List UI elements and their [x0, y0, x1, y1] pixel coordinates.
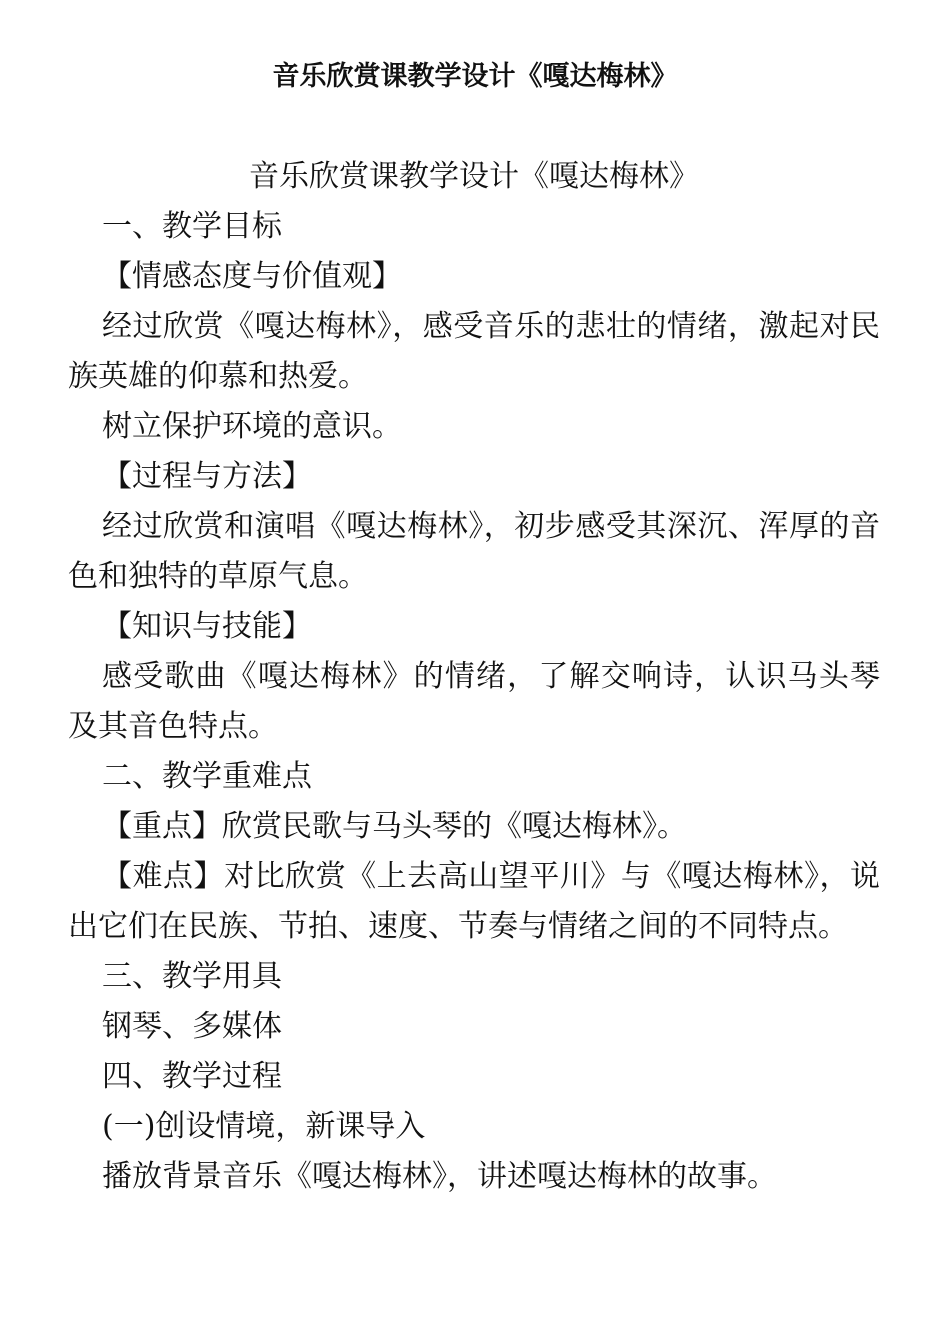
section-heading-key-points: 二、教学重难点	[102, 759, 312, 794]
paragraph-difficult-point: 【难点】对比欣赏《上去高山望平川》与《嘎达梅林》，说出它们在民族、节拍、速度、节奏与情绪之间的不同特点。	[68, 859, 880, 944]
paragraph-emotion-2: 树立保护环境的意识。	[102, 409, 402, 444]
document-body	[68, 152, 880, 1202]
section-heading-tools: 三、教学用具	[102, 959, 282, 994]
page-header-title: 音乐欣赏课教学设计《嘎达梅林》	[272, 61, 678, 92]
section-heading-process: 四、教学过程	[102, 1059, 282, 1094]
subheading-emotion: 【情感态度与价值观】	[102, 259, 402, 294]
paragraph-process: 经过欣赏和演唱《嘎达梅林》，初步感受其深沉、浑厚的音色和独特的草原气息。	[68, 509, 880, 594]
paragraph-knowledge: 感受歌曲《嘎达梅林》的情绪，了解交响诗，认识马头琴及其音色特点。	[68, 659, 880, 744]
paragraph-step-1: 播放背景音乐《嘎达梅林》，讲述嘎达梅林的故事。	[102, 1159, 777, 1194]
subheading-knowledge: 【知识与技能】	[102, 609, 312, 644]
step-heading-1: (一)创设情境，新课导入	[102, 1109, 426, 1144]
paragraph-emotion-1: 经过欣赏《嘎达梅林》，感受音乐的悲壮的情绪，激起对民族英雄的仰慕和热爱。	[68, 309, 880, 394]
subheading-process: 【过程与方法】	[102, 459, 312, 494]
paragraph-key-point: 【重点】欣赏民歌与马头琴的《嘎达梅林》。	[102, 809, 687, 844]
document-title: 音乐欣赏课教学设计《嘎达梅林》	[249, 159, 699, 194]
section-heading-objectives: 一、教学目标	[102, 209, 282, 244]
paragraph-tools: 钢琴、多媒体	[102, 1009, 282, 1044]
